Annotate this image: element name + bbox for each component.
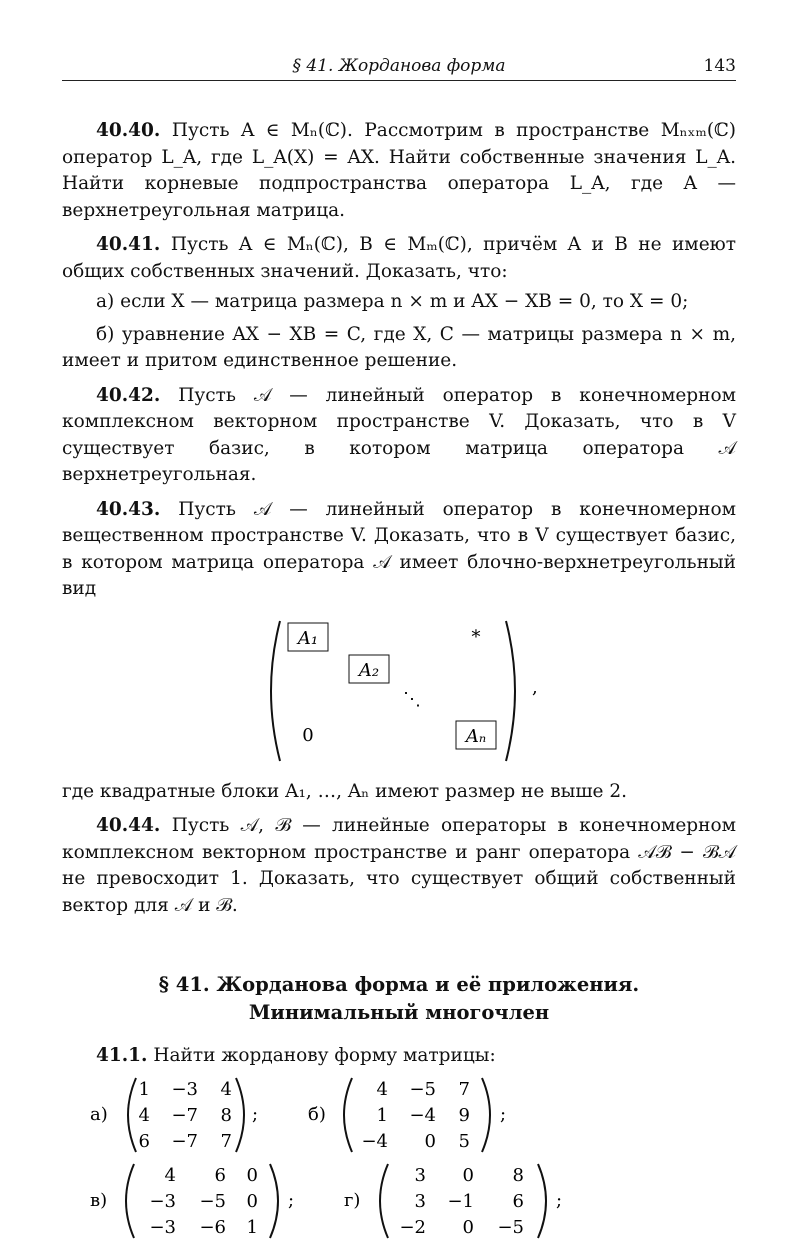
cell: −5 <box>409 1078 436 1100</box>
problem-41-1 <box>62 1043 736 1070</box>
problem-40-44 <box>62 813 736 919</box>
cell: 6 <box>512 1190 524 1212</box>
cell: 0 <box>462 1164 474 1186</box>
cell: 7 <box>458 1078 470 1100</box>
left-paren <box>126 1164 134 1238</box>
cell: 8 <box>220 1104 232 1126</box>
problem-text: Пусть 𝒜 — линейный оператор в конечномерном комплексном векторном пространстве V. Доказать, что в V существует базис, в котором матрица оператора 𝒜 верхнетреугольная. <box>62 384 736 485</box>
right-paren <box>270 1164 278 1238</box>
cell: −5 <box>497 1216 524 1238</box>
cell: 1 <box>138 1078 150 1100</box>
matrix-row-1 <box>62 1074 736 1156</box>
header-rule <box>62 80 736 81</box>
cell: −7 <box>171 1130 198 1152</box>
cell: −2 <box>399 1216 426 1238</box>
matrix-b <box>308 1078 506 1152</box>
problem-text: Пусть 𝒜 — линейный оператор в конечномерном вещественном пространстве V. Доказать, что в V существует базис, в котором матрица оператора 𝒜 имеет блочно-верхнетреугольный вид <box>62 498 736 599</box>
cell: 5 <box>458 1130 470 1152</box>
problem-number: 40.40. <box>96 120 161 141</box>
problem-number: 40.43. <box>96 498 161 520</box>
cell: 4 <box>220 1078 232 1100</box>
matrices-cd <box>62 1160 736 1242</box>
section-title-line1: § 41. Жорданова форма и её приложения. <box>158 973 640 996</box>
block-a1: A₁ <box>297 627 319 649</box>
matrices-ab <box>62 1074 736 1156</box>
cell: −3 <box>149 1216 176 1238</box>
header-title: § 41. Жорданова форма <box>292 56 506 76</box>
page-number: 143 <box>703 56 736 76</box>
matrix-label: г) <box>344 1189 361 1211</box>
problem-40-41 <box>62 232 736 285</box>
separator: ; <box>252 1103 259 1125</box>
cell: −7 <box>171 1104 198 1126</box>
cell: 1 <box>246 1216 258 1238</box>
left-paren <box>380 1164 388 1238</box>
cell: 6 <box>138 1130 150 1152</box>
matrix-label: а) <box>90 1103 108 1125</box>
cell: 0 <box>246 1190 258 1212</box>
matrix-comma: , <box>532 676 538 698</box>
cell: 1 <box>376 1104 388 1126</box>
cell: 0 <box>424 1130 436 1152</box>
cell: −3 <box>149 1190 176 1212</box>
cell: −6 <box>199 1216 226 1238</box>
cell: 9 <box>458 1104 470 1126</box>
lower-zero: 0 <box>302 724 314 746</box>
matrix-row-2 <box>62 1160 736 1242</box>
problem-40-40 <box>62 118 736 224</box>
problem-number: 40.41. <box>96 234 161 255</box>
cell: −1 <box>447 1190 474 1212</box>
cell: −5 <box>199 1190 226 1212</box>
cell: 3 <box>414 1190 426 1212</box>
right-paren <box>482 1078 490 1152</box>
section-heading <box>62 971 736 1027</box>
cell: 7 <box>220 1130 232 1152</box>
problem-number: 40.42. <box>96 384 161 406</box>
problem-40-41-a: а) если X — матрица размера n × m и AX − XB = 0, то X = 0; <box>96 291 689 312</box>
cell: 0 <box>462 1216 474 1238</box>
cell: −4 <box>409 1104 436 1126</box>
separator: ; <box>288 1189 295 1211</box>
left-paren <box>128 1078 136 1152</box>
right-paren <box>506 621 515 761</box>
running-header <box>62 56 736 80</box>
problem-text: Пусть A ∈ Mₙ(ℂ). Рассмотрим в пространстве Mₙₓₘ(ℂ) оператор L_A, где L_A(X) = AX. Найти собственные значения L_A. Найти корневые подпространства оператора L_A, где A — верхнетреугольная матрица. <box>62 120 736 221</box>
problem-text: Пусть 𝒜, ℬ — линейные операторы в конечномерном комплексном векторном пространстве и ранг оператора 𝒜ℬ − ℬ𝒜 не превосходит 1. Доказать, что существует общий собственный вектор для 𝒜 и ℬ. <box>62 815 736 916</box>
cell: 4 <box>164 1164 176 1186</box>
cell: 0 <box>246 1164 258 1186</box>
problem-text: Найти жорданову форму матрицы: <box>153 1045 496 1066</box>
cell: −3 <box>171 1078 198 1100</box>
problem-40-42 <box>62 383 736 489</box>
block-matrix <box>62 615 736 767</box>
right-paren <box>538 1164 546 1238</box>
problem-number: 41.1. <box>96 1045 148 1066</box>
matrix-label: б) <box>308 1103 326 1125</box>
problem-number: 40.44. <box>96 815 161 836</box>
problem-40-41-b: б) уравнение AX − XB = C, где X, C — матрицы размера n × m, имеет и притом единственное решение. <box>62 323 736 371</box>
cell: 4 <box>376 1078 388 1100</box>
cell: 3 <box>414 1164 426 1186</box>
cell: 8 <box>512 1164 524 1186</box>
diagonal-dots: ⋱ <box>403 688 421 710</box>
problem-40-43 <box>62 497 736 603</box>
matrix-c <box>90 1164 294 1238</box>
block-a2: A₂ <box>358 659 380 681</box>
cell: 6 <box>214 1164 226 1186</box>
problem-text: Пусть A ∈ Mₙ(ℂ), B ∈ Mₘ(ℂ), причём A и B не имеют общих собственных значений. Доказать, что: <box>62 234 736 282</box>
block-an: Aₙ <box>465 725 487 747</box>
matrix-d <box>344 1164 562 1238</box>
left-paren <box>344 1078 352 1152</box>
section-title-line2: Минимальный многочлен <box>248 1001 550 1024</box>
separator: ; <box>500 1103 507 1125</box>
problem-40-43-after: где квадратные блоки A₁, …, Aₙ имеют размер не выше 2. <box>62 780 628 802</box>
book-page <box>62 0 736 1238</box>
matrix-a <box>90 1078 258 1152</box>
cell: 4 <box>138 1104 150 1126</box>
block-matrix-svg <box>62 615 736 767</box>
separator: ; <box>556 1189 563 1211</box>
page-body <box>62 118 736 1242</box>
cell: −4 <box>361 1130 388 1152</box>
right-paren <box>236 1078 244 1152</box>
left-paren <box>271 621 280 761</box>
matrix-label: в) <box>90 1189 108 1211</box>
upper-star: ∗ <box>469 622 483 644</box>
